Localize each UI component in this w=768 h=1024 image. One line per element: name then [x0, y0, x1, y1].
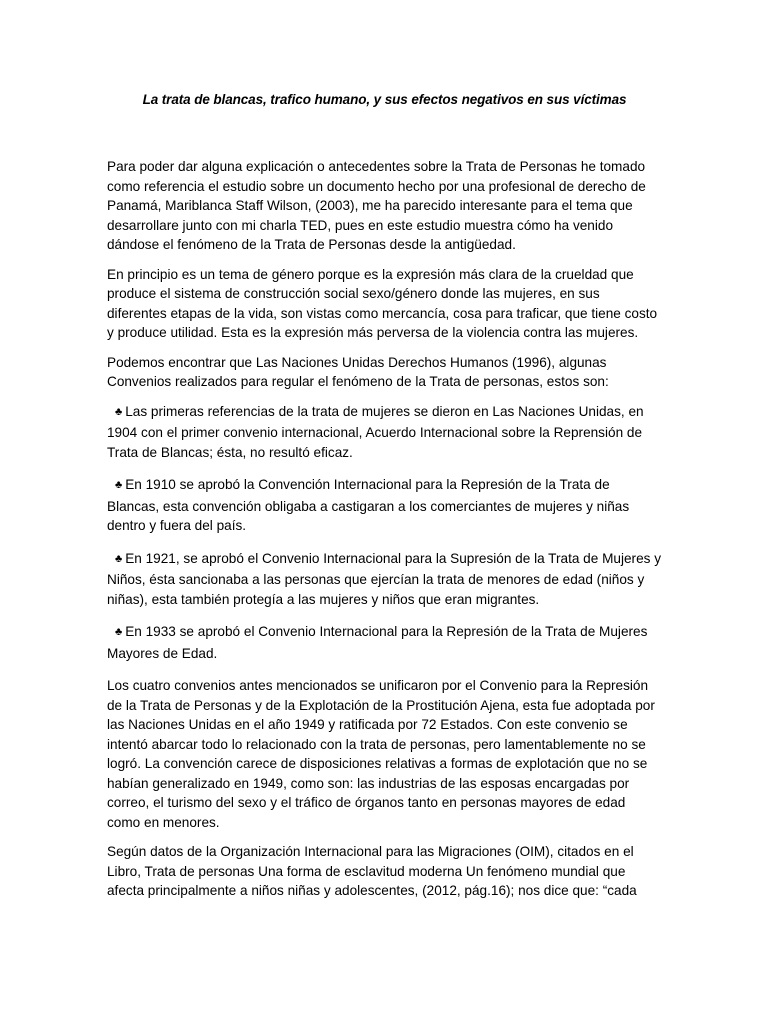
paragraph-oim: Según datos de la Organización Internacional para las Migraciones (OIM), citados en el Libro, Trata de personas Una forma de esclavitud moderna Un fenómeno mundial que afecta principalmente a niños niñas y adolescentes, (2012, pág.16); nos dice que: “cada: [107, 844, 637, 898]
paragraph-gender: En principio es un tema de género porque es la expresión más clara de la crueldad que produce el sistema de construcción social sexo/género donde las mujeres, en sus diferentes etapas de la vida, son vistas como mercancía, cosa para traficar, que tiene costo y produce utilidad. Esta es la expresión más perversa de la violencia contra las mujeres.: [107, 266, 658, 340]
club-bullet-icon: ♣: [115, 405, 123, 418]
bullet-item-1904: [107, 402, 662, 463]
paragraph-unification: Los cuatro convenios antes mencionados se unificaron por el Convenio para la Represión de la Trata de Personas y de la Explotación de la Prostitución Ajena, esta fue adoptada por las Naciones Unidas en el año 1949 y ratificada por 72 Estados. Con este convenio se intentó abarcar todo lo relacionado con la trata de personas, pero lamentablemente no se logró. La convención carece de disposiciones relativas a formas de explotación que no se habían generalizado en 1949, como son: las industrias de las esposas encargadas por correo, el turismo del sexo y el tráfico de órganos tanto en personas mayores de edad como en menores.: [107, 678, 655, 830]
bullet-item-1921: [107, 549, 662, 610]
bullet-item-1933: [107, 622, 662, 663]
club-bullet-icon: ♣: [115, 479, 123, 491]
bullet-text: En 1910 se aprobó la Convención Internacional para la Represión de la Trata de Blancas, esta convención obligaba a castigaran a los comerciantes de mujeres y niñas dentro y fuera del país.: [107, 477, 630, 533]
bullet-text: En 1933 se aprobó el Convenio Internacional para la Represión de la Trata de Mujeres Mayores de Edad.: [107, 624, 648, 661]
bullet-item-1910: [107, 475, 662, 536]
document-title: La trata de blancas, trafico humano, y sus efectos negativos en sus víctimas: [142, 92, 627, 107]
club-bullet-icon: ♣: [115, 626, 123, 638]
paragraph-intro: Para poder dar alguna explicación o antecedentes sobre la Trata de Personas he tomado como referencia el estudio sobre un documento hecho por una profesional de derecho de Panamá, Mariblanca Staff Wilson, (2003), me ha parecido interesante para el tema que desarrollare junto con mi charla TED, pues en este estudio muestra cómo ha venido dándose el fenómeno de la Trata de Personas desde la antigüedad.: [107, 159, 646, 252]
bullet-text: Las primeras referencias de la trata de mujeres se dieron en Las Naciones Unidas, en 1904 con el primer convenio internacional, Acuerdo Internacional sobre la Reprensión de Trata de Blancas; ésta, no resultó eficaz.: [107, 403, 644, 460]
paragraph-conventions: Podemos encontrar que Las Naciones Unidas Derechos Humanos (1996), algunas Convenios realizados para regular el fenómeno de la Trata de personas, estos son:: [107, 354, 609, 389]
club-bullet-icon: ♣: [115, 552, 123, 565]
bullet-text: En 1921, se aprobó el Convenio Internacional para la Supresión de la Trata de Mujeres y Niños, ésta sancionaba a las personas que ejercían la trata de menores de edad (niños y niñas), esta también protegía a las mujeres y niños que eran migrantes.: [107, 550, 661, 607]
